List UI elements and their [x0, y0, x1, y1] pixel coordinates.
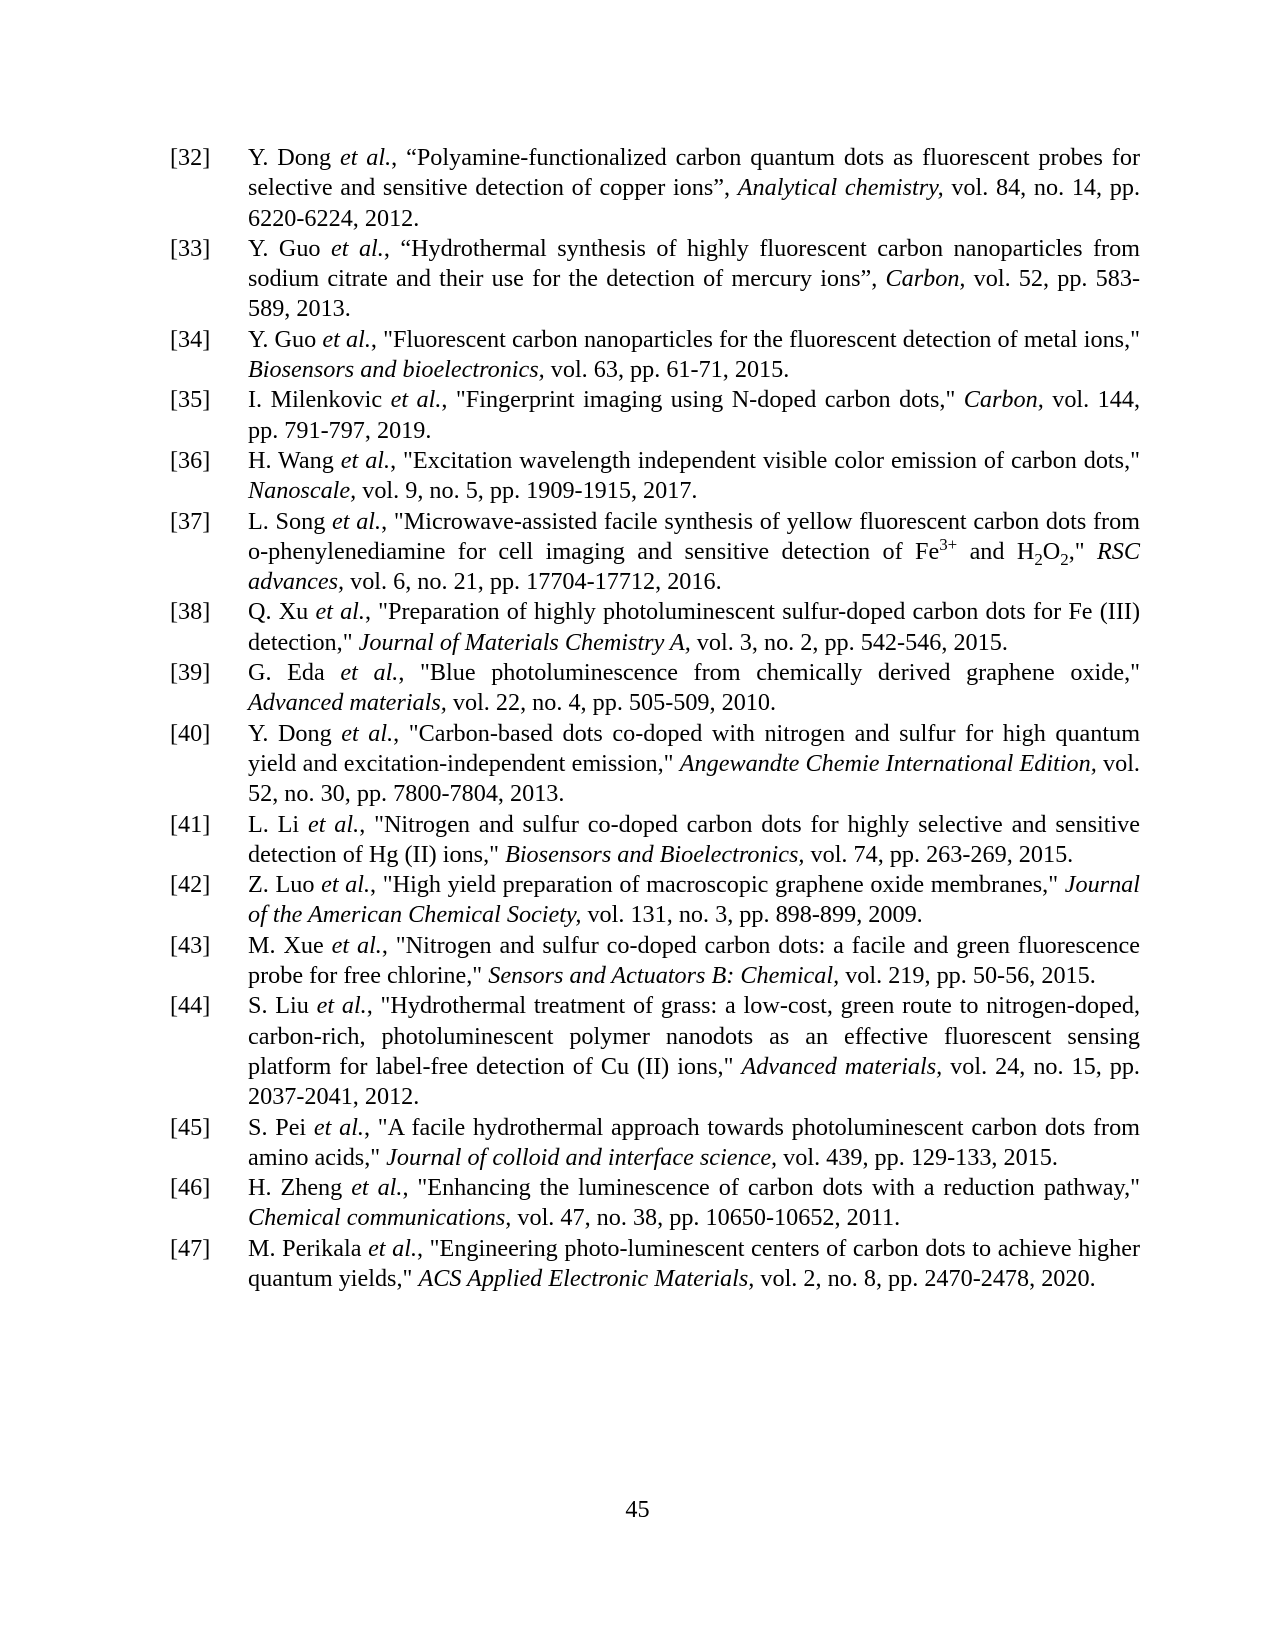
et-al: et al. — [368, 1234, 418, 1262]
reference-authors: M. Xue — [248, 931, 324, 959]
reference-text — [248, 719, 1140, 810]
reference-text — [248, 234, 1140, 325]
et-al: et al. — [308, 810, 360, 838]
reference-item — [170, 325, 1140, 386]
reference-number: [46] — [170, 1174, 211, 1202]
reference-details: vol. 52, pp. 583-589, 2013. — [248, 265, 1140, 323]
reference-text — [248, 385, 1140, 446]
reference-title: , "Hydrothermal treatment of grass: a low-cost, green route to nitrogen-doped, carbon-rich, photoluminescent polymer nanodots as an effective fluorescent sensing platform for label-free detection of Cu (II) ions," — [248, 992, 1140, 1080]
reference-title: , "Fluorescent carbon nanoparticles for the fluorescent detection of metal ions," — [370, 325, 1140, 353]
reference-text — [248, 1234, 1140, 1295]
page-number: 45 — [625, 1496, 650, 1523]
reference-item — [170, 870, 1140, 931]
reference-details: vol. 144, pp. 791-797, 2019. — [248, 386, 1140, 444]
reference-item — [170, 385, 1140, 446]
reference-item — [170, 446, 1140, 507]
reference-number: [44] — [170, 992, 211, 1020]
reference-title: , "Excitation wavelength independent visible color emission of carbon dots," — [390, 446, 1140, 474]
reference-title: , "Preparation of highly photoluminescent sulfur-doped carbon dots for Fe (III) detection," — [248, 598, 1141, 656]
reference-authors: H. Wang — [248, 446, 334, 474]
reference-title: , “Hydrothermal synthesis of highly fluorescent carbon nanoparticles from sodium citrate and their use for the detection of mercury ions”, — [248, 234, 1140, 293]
reference-text — [248, 991, 1140, 1112]
reference-title: , "Engineering photo-luminescent centers of carbon dots to achieve higher quantum yields," — [248, 1234, 1141, 1292]
reference-title-end: ," — [1068, 537, 1097, 565]
reference-title: , "Carbon-based dots co-doped with nitrogen and sulfur for high quantum yield and excitation-independent emission," — [248, 719, 1141, 777]
reference-authors: G. Eda — [248, 659, 325, 687]
reference-authors: Q. Xu — [248, 598, 309, 626]
subscript: 2 — [1034, 549, 1043, 569]
reference-authors: S. Liu — [248, 992, 309, 1020]
reference-title: , "High yield preparation of macroscopic graphene oxide membranes," — [370, 871, 1065, 899]
reference-details: vol. 52, no. 30, pp. 7800-7804, 2013. — [248, 749, 1140, 808]
reference-number: [41] — [170, 810, 211, 838]
reference-journal: Angewandte Chemie International Edition, — [679, 749, 1097, 777]
reference-item — [170, 1234, 1140, 1295]
reference-title: , "Enhancing the luminescence of carbon dots with a reduction pathway," — [402, 1174, 1140, 1202]
et-al: et al. — [322, 325, 371, 353]
reference-details: vol. 84, no. 14, pp. 6220-6224, 2012. — [248, 174, 1140, 232]
reference-title-continued: and H — [957, 537, 1035, 565]
reference-title: , "Microwave-assisted facile synthesis of yellow fluorescent carbon dots from o-phenylenediamine for cell imaging and sensitive detection of Fe — [248, 507, 1140, 565]
reference-authors: Z. Luo — [248, 871, 315, 899]
reference-item — [170, 810, 1140, 871]
reference-journal: ACS Applied Electronic Materials, — [418, 1264, 755, 1292]
reference-details: vol. 74, pp. 263-269, 2015. — [804, 840, 1074, 868]
reference-details: vol. 439, pp. 129-133, 2015. — [777, 1143, 1058, 1171]
reference-number: [37] — [170, 507, 211, 535]
et-al: et al. — [340, 446, 391, 474]
reference-details: vol. 9, no. 5, pp. 1909-1915, 2017. — [356, 477, 698, 505]
reference-title: , "A facile hydrothermal approach towards photoluminescent carbon dots from amino acids," — [248, 1113, 1140, 1171]
reference-item — [170, 1113, 1140, 1174]
reference-item — [170, 658, 1140, 719]
reference-journal: Carbon, — [963, 386, 1044, 414]
reference-text — [248, 597, 1140, 658]
reference-title-continued: O — [1042, 537, 1061, 565]
reference-journal: Journal of colloid and interface science, — [386, 1143, 778, 1171]
subscript: 2 — [1060, 549, 1069, 569]
reference-text — [248, 1173, 1140, 1234]
reference-details: vol. 22, no. 4, pp. 505-509, 2010. — [446, 689, 777, 717]
reference-number: [45] — [170, 1113, 211, 1141]
reference-item — [170, 234, 1140, 325]
reference-journal: Chemical communications, — [248, 1204, 512, 1232]
et-al: et al. — [351, 1174, 403, 1202]
reference-title: , "Nitrogen and sulfur co-doped carbon dots for highly selective and sensitive detection of Hg (II) ions," — [248, 810, 1141, 868]
reference-authors: M. Perikala — [248, 1234, 362, 1262]
et-al: et al. — [321, 871, 371, 899]
reference-details: vol. 2, no. 8, pp. 2470-2478, 2020. — [754, 1264, 1096, 1292]
reference-item — [170, 931, 1140, 992]
reference-number: [35] — [170, 386, 211, 414]
et-al: et al. — [332, 507, 382, 535]
reference-journal: Journal of Materials Chemistry A, — [358, 628, 691, 656]
reference-title: , “Polyamine-functionalized carbon quantum dots as fluorescent probes for selective and sensitive detection of copper ions”, — [248, 144, 1141, 202]
reference-journal: Advanced materials, — [248, 689, 447, 717]
reference-number: [47] — [170, 1234, 211, 1262]
reference-text — [248, 507, 1140, 598]
reference-text — [248, 325, 1140, 386]
reference-item — [170, 991, 1140, 1112]
reference-text — [248, 143, 1140, 234]
reference-details: vol. 131, no. 3, pp. 898-899, 2009. — [581, 901, 923, 929]
et-al: et al. — [390, 386, 442, 414]
reference-number: [34] — [170, 325, 211, 353]
reference-item — [170, 1173, 1140, 1234]
reference-authors: Y. Guo — [248, 325, 317, 353]
reference-journal: Analytical chemistry, — [737, 174, 944, 202]
reference-title: , "Fingerprint imaging using N-doped carbon dots," — [441, 386, 964, 414]
reference-details: vol. 47, no. 38, pp. 10650-10652, 2011. — [511, 1204, 901, 1232]
reference-number: [39] — [170, 659, 211, 687]
reference-journal: Nanoscale, — [248, 477, 357, 505]
reference-item — [170, 719, 1140, 810]
reference-number: [42] — [170, 871, 211, 899]
reference-item — [170, 143, 1140, 234]
reference-number: [43] — [170, 931, 211, 959]
reference-item — [170, 507, 1140, 598]
reference-text — [248, 931, 1140, 992]
reference-authors: Y. Dong — [248, 144, 332, 171]
et-al: et al. — [313, 1113, 364, 1141]
et-al: et al. — [341, 719, 394, 747]
reference-title: , "Nitrogen and sulfur co-doped carbon dots: a facile and green fluorescence probe for free chlorine," — [248, 931, 1141, 990]
reference-details: vol. 219, pp. 50-56, 2015. — [839, 962, 1096, 990]
et-al: et al. — [331, 234, 384, 262]
reference-journal: Sensors and Actuators B: Chemical, — [488, 962, 840, 990]
reference-authors: S. Pei — [248, 1113, 307, 1141]
reference-details: vol. 3, no. 2, pp. 542-546, 2015. — [690, 628, 1008, 656]
reference-journal: Biosensors and Bioelectronics, — [505, 840, 805, 868]
superscript-charge: 3+ — [939, 534, 958, 554]
reference-number: [33] — [170, 234, 211, 262]
reference-journal: RSC advances, — [248, 537, 1141, 596]
reference-details: vol. 63, pp. 61-71, 2015. — [544, 356, 790, 384]
reference-text — [248, 658, 1140, 719]
reference-item — [170, 597, 1140, 658]
et-al: et al. — [331, 931, 382, 959]
reference-number: [40] — [170, 719, 211, 747]
reference-authors: H. Zheng — [248, 1174, 343, 1202]
reference-list — [170, 143, 1140, 1294]
reference-number: [32] — [170, 144, 211, 171]
reference-authors: I. Milenkovic — [248, 386, 383, 414]
reference-title: , "Blue photoluminescence from chemically derived graphene oxide," — [398, 659, 1141, 687]
reference-journal: Advanced materials, — [741, 1052, 943, 1080]
reference-text — [248, 446, 1140, 507]
reference-text — [248, 870, 1140, 931]
et-al: et al. — [315, 598, 365, 626]
reference-text — [248, 1113, 1140, 1174]
reference-authors: Y. Guo — [248, 234, 321, 262]
reference-number: [36] — [170, 446, 211, 474]
reference-authors: Y. Dong — [248, 719, 332, 747]
reference-authors: L. Song — [248, 507, 326, 535]
et-al: et al. — [340, 659, 399, 687]
reference-authors: L. Li — [248, 810, 300, 838]
reference-number: [38] — [170, 598, 211, 626]
reference-details: vol. 24, no. 15, pp. 2037-2041, 2012. — [248, 1052, 1140, 1111]
et-al: et al. — [339, 144, 392, 171]
reference-journal: Journal of the American Chemical Society, — [248, 871, 1140, 929]
reference-journal: Carbon, — [885, 265, 966, 293]
et-al: et al. — [316, 992, 367, 1020]
reference-journal: Biosensors and bioelectronics, — [248, 356, 545, 384]
reference-details: vol. 6, no. 21, pp. 17704-17712, 2016. — [344, 568, 722, 596]
reference-text — [248, 810, 1140, 871]
